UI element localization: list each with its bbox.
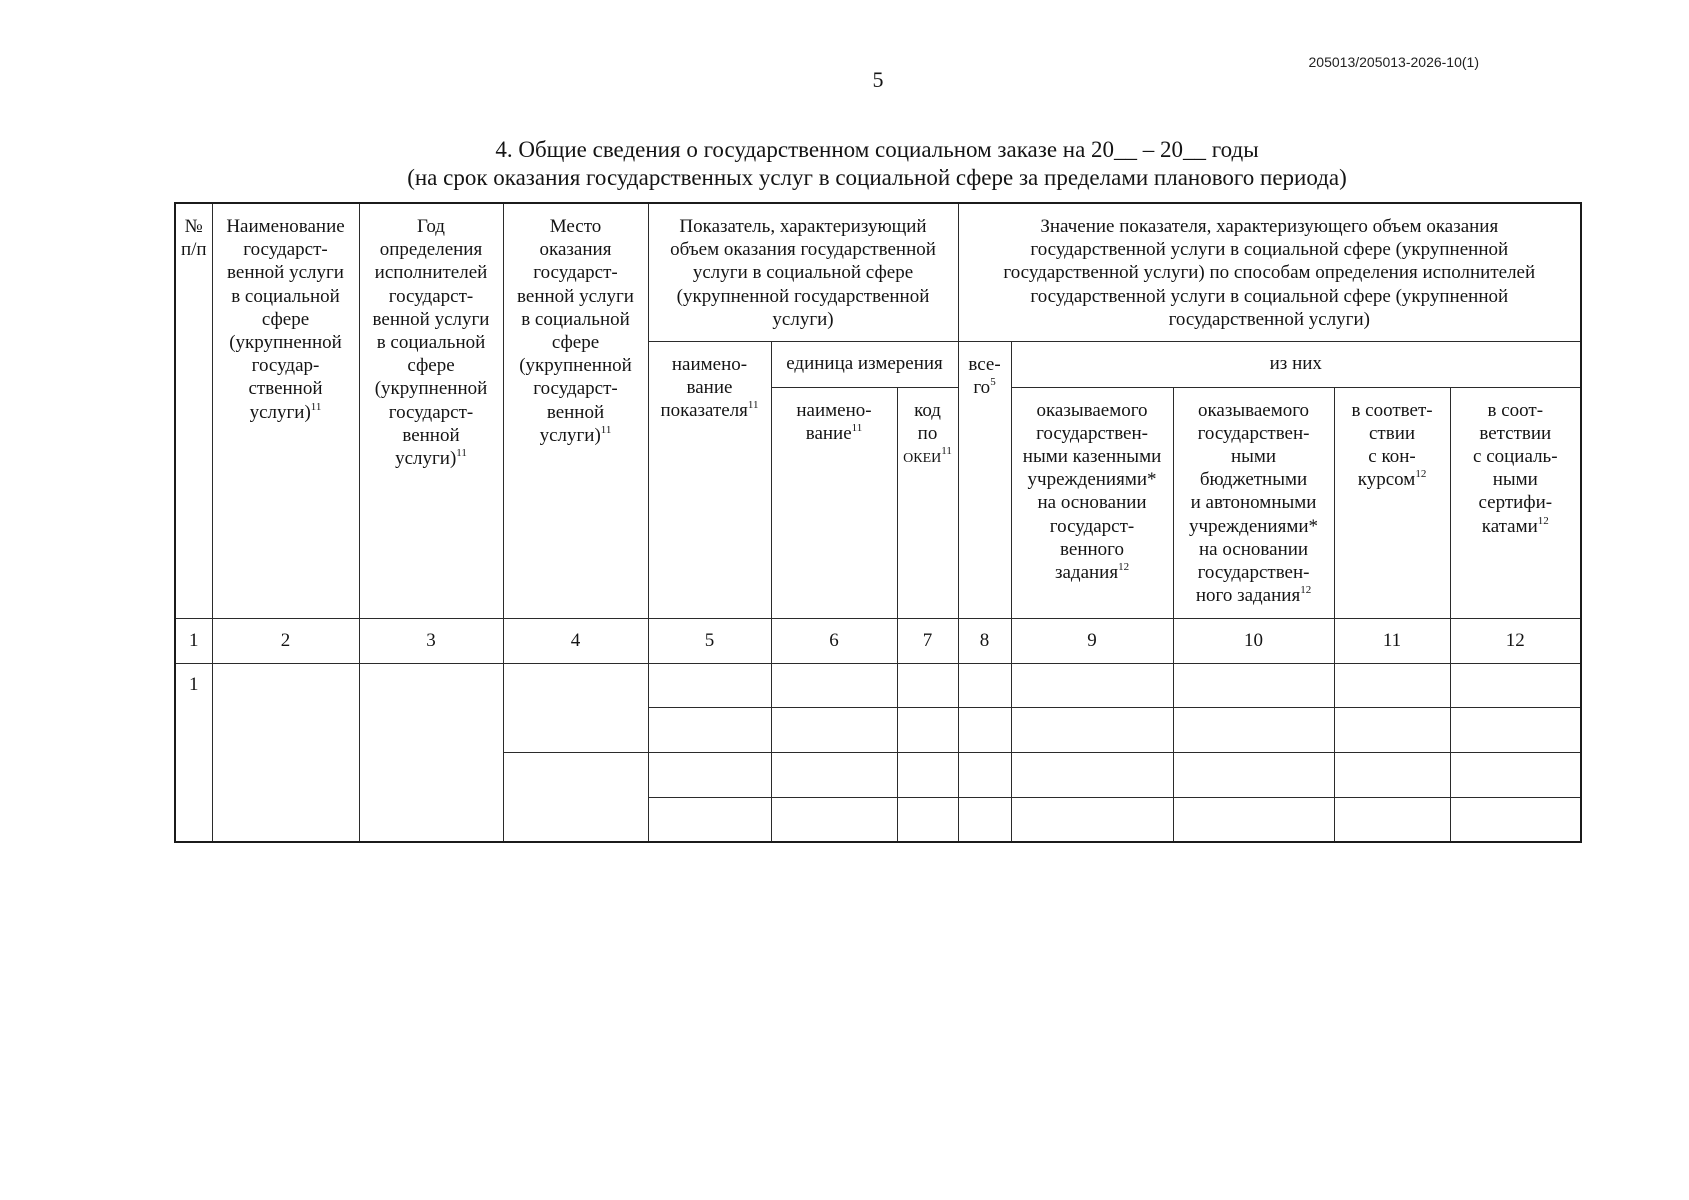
footnote-ref: 5 (990, 375, 996, 388)
header-of-which-label: из них (1269, 353, 1322, 375)
header-value-group (958, 203, 1581, 341)
row-1-line-3-col-6 (771, 752, 897, 797)
header-unit-group-label: единица измерения (786, 353, 943, 375)
document-id: 205013/205013-2026-10(1) (1308, 54, 1479, 70)
column-number-11: 11 (1334, 618, 1450, 663)
footnote-ref: 12 (1118, 560, 1130, 573)
header-service-name (212, 203, 359, 618)
header-indicator-name (648, 341, 771, 618)
row-1-line-3-col-12 (1450, 752, 1581, 797)
row-1-line-3-col-11 (1334, 752, 1450, 797)
row-1-line-3-col-7 (897, 752, 958, 797)
row-1-line-4-col-8 (958, 797, 1011, 842)
row-1-place-cell-1 (503, 663, 648, 752)
header-value-group-label: Значение показателя, характеризующего объем оказания государственной услуги в социальной сфере (укрупненной государственной услуги) по способам определения исполнителей государственной услуги в социальной сфере (укрупненной государственной услуги) (1003, 216, 1536, 330)
header-competition-label: в соответ- ствии с кон- курсом (1351, 399, 1433, 491)
footnote-ref: 11 (851, 421, 863, 434)
header-number-label: № п/п (180, 216, 207, 261)
column-numbers-row (175, 618, 1581, 663)
footnote-ref: 11 (941, 444, 952, 457)
column-number-12: 12 (1450, 618, 1581, 663)
row-1-line-1-col-11 (1334, 663, 1450, 707)
header-indicator-name-label: наимено- вание показателя (660, 353, 748, 421)
header-number (175, 203, 212, 618)
header-gov-institutions-label: оказываемого государствен- ными казенными учреждениями* на основании государст- венного задания (1022, 399, 1162, 583)
row-1-line-4-col-12 (1450, 797, 1581, 842)
column-number-1: 1 (175, 618, 212, 663)
row-1-line-3-col-5 (648, 752, 771, 797)
header-total-label: все- го (968, 353, 1001, 398)
column-number-5: 5 (648, 618, 771, 663)
column-number-8: 8 (958, 618, 1011, 663)
column-number-9: 9 (1011, 618, 1173, 663)
row-1-line-1-col-9 (1011, 663, 1173, 707)
row-1-line-4-col-10 (1173, 797, 1334, 842)
header-gov-institutions (1011, 387, 1173, 618)
header-unit-code-okei: ОКЕИ (903, 450, 942, 466)
header-certificates-label: в соот- ветствии с социаль- ными сертифи- катами (1473, 399, 1558, 537)
social-order-table (174, 202, 1582, 843)
header-unit-name-label: наимено- вание (796, 399, 872, 444)
row-1-number: 1 (175, 663, 212, 842)
row-1-line-3-col-9 (1011, 752, 1173, 797)
row-1-line-1-col-7 (897, 663, 958, 707)
row-1-line-4-col-7 (897, 797, 958, 842)
row-1-line-4-col-5 (648, 797, 771, 842)
header-year (359, 203, 503, 618)
footnote-ref: 11 (747, 398, 759, 411)
footnote-ref: 12 (1300, 584, 1312, 597)
header-competition (1334, 387, 1450, 618)
column-number-10: 10 (1173, 618, 1334, 663)
header-row-1 (175, 203, 1581, 341)
header-unit-name (771, 387, 897, 618)
row-1-line-4-col-11 (1334, 797, 1450, 842)
column-number-4: 4 (503, 618, 648, 663)
header-unit-code (897, 387, 958, 618)
header-of-which (1011, 341, 1581, 387)
row-1-line-2-col-11 (1334, 707, 1450, 752)
row-1-line-3-col-8 (958, 752, 1011, 797)
header-unit-code-okei-line (900, 445, 956, 470)
header-service-name-label: Наименование государст- венной услуги в социальной сфере (укрупненной государ- ственной услуги) (226, 216, 345, 423)
footnote-ref: 12 (1415, 468, 1427, 481)
footnote-ref: 11 (456, 447, 467, 460)
row-1-line-2-col-6 (771, 707, 897, 752)
header-certificates (1450, 387, 1581, 618)
row-1-line-4-col-9 (1011, 797, 1173, 842)
row-1-line-2-col-5 (648, 707, 771, 752)
row-1-line-2-col-7 (897, 707, 958, 752)
row-1-line-3-col-10 (1173, 752, 1334, 797)
row-1-line-2-col-10 (1173, 707, 1334, 752)
table-row (175, 663, 1581, 707)
row-1-service-name-cell (212, 663, 359, 842)
header-place (503, 203, 648, 618)
section-title-line-2: (на срок оказания государственных услуг в социальной сфере за пределами планового периода) (407, 165, 1347, 190)
header-budget-institutions (1173, 387, 1334, 618)
column-number-6: 6 (771, 618, 897, 663)
column-number-3: 3 (359, 618, 503, 663)
row-1-line-2-col-9 (1011, 707, 1173, 752)
row-1-line-1-col-10 (1173, 663, 1334, 707)
row-1-line-2-col-8 (958, 707, 1011, 752)
footnote-ref: 12 (1537, 514, 1549, 527)
header-unit-group (771, 341, 958, 387)
row-1-place-cell-2 (503, 752, 648, 842)
row-1-line-1-col-6 (771, 663, 897, 707)
footnote-ref: 11 (310, 400, 322, 413)
section-title (174, 136, 1580, 192)
header-place-label: Место оказания государст- венной услуги в социальной сфере (укрупненной государст- венной услуги) (517, 216, 634, 446)
header-budget-institutions-label: оказываемого государствен- ными бюджетными и автономными учреждениями* на основании государствен- ного задания (1189, 399, 1319, 607)
column-number-2: 2 (212, 618, 359, 663)
header-unit-code-label: код по (914, 399, 941, 444)
header-indicator-group-label: Показатель, характеризующий объем оказания государственной услуги в социальной сфере (укрупненной государственной услуги) (670, 216, 936, 330)
row-1-line-1-col-8 (958, 663, 1011, 707)
row-1-line-1-col-12 (1450, 663, 1581, 707)
row-1-line-2-col-12 (1450, 707, 1581, 752)
footnote-ref: 11 (600, 423, 612, 436)
header-year-label: Год определения исполнителей государст- венной услуги в социальной сфере (укрупненной государст- венной услуги) (372, 216, 490, 470)
section-title-line-1: 4. Общие сведения о государственном социальном заказе на 20__ – 20__ годы (495, 137, 1259, 162)
row-1-line-4-col-6 (771, 797, 897, 842)
row-1-year-cell (359, 663, 503, 842)
column-number-7: 7 (897, 618, 958, 663)
page-number: 5 (872, 67, 884, 92)
row-1-line-1-col-5 (648, 663, 771, 707)
header-indicator-group (648, 203, 958, 341)
header-total (958, 341, 1011, 618)
